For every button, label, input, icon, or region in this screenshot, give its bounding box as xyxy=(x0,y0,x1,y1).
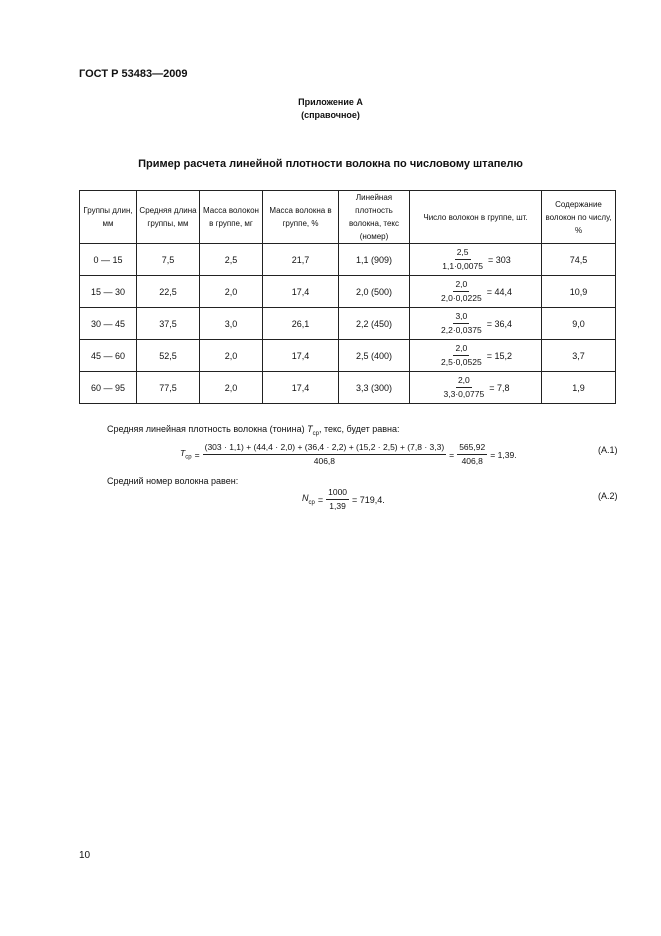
cell-mass-percent: 17,4 xyxy=(263,372,339,404)
cell-avg-length: 7,5 xyxy=(137,244,200,276)
fraction-result: = 44,4 xyxy=(486,286,512,297)
header-cell: Масса волокна в группе, % xyxy=(263,191,339,244)
fraction-numerator: 2,0 xyxy=(453,343,469,356)
formula1-denominator2: 406,8 xyxy=(461,456,483,466)
cell-group: 30 — 45 xyxy=(80,308,137,340)
fraction-numerator: 2,5 xyxy=(455,247,471,260)
cell-group: 0 — 15 xyxy=(80,244,137,276)
fraction-denominator: 1,1·0,0075 xyxy=(442,261,483,271)
cell-mass-percent: 26,1 xyxy=(263,308,339,340)
formula1-numerator2: 565,92 xyxy=(457,442,487,455)
formula1-eq: = xyxy=(194,449,200,460)
table-row xyxy=(80,340,616,372)
header-cell: Средняя длина группы, мм xyxy=(137,191,200,244)
formula1-intro-after: , текс, будет равна: xyxy=(318,424,400,434)
header-cell: Содержание волокон по числу, % xyxy=(542,191,616,244)
cell-mass-percent: 17,4 xyxy=(263,276,339,308)
formula1-intro xyxy=(107,424,400,437)
cell-fiber-count xyxy=(410,308,542,340)
cell-mass: 2,0 xyxy=(200,340,263,372)
cell-density: 3,3 (300) xyxy=(339,372,410,404)
fraction-result: = 7,8 xyxy=(489,382,510,393)
formula2-result: = 719,4. xyxy=(352,494,385,505)
table-row xyxy=(80,276,616,308)
fraction-numerator: 3,0 xyxy=(453,311,469,324)
fraction-denominator: 3,3·0,0775 xyxy=(443,389,485,399)
fraction-denominator: 2,5·0,0525 xyxy=(441,357,482,367)
cell-density: 2,0 (500) xyxy=(339,276,410,308)
formula2-lhs: N xyxy=(302,493,309,504)
cell-group: 60 — 95 xyxy=(80,372,137,404)
cell-mass-percent: 21,7 xyxy=(263,244,339,276)
cell-fiber-count xyxy=(410,276,542,308)
cell-group: 45 — 60 xyxy=(80,340,137,372)
cell-density: 2,5 (400) xyxy=(339,340,410,372)
cell-fiber-count xyxy=(410,244,542,276)
cell-count-percent: 3,7 xyxy=(542,340,616,372)
cell-avg-length: 22,5 xyxy=(137,276,200,308)
table-row xyxy=(80,308,616,340)
table-title: Пример расчета линейной плотности волокна по числовому штапелю xyxy=(138,158,523,170)
table-row xyxy=(80,244,616,276)
formula2-intro: Средний номер волокна равен: xyxy=(107,476,239,486)
formula1-lhs-sub: ср xyxy=(185,454,192,461)
formula1-denominator: 406,8 xyxy=(313,456,336,466)
annex-heading xyxy=(0,96,661,122)
cell-density: 1,1 (909) xyxy=(339,244,410,276)
cell-fiber-count xyxy=(410,372,542,404)
annex-note: (справочное) xyxy=(301,110,360,120)
header-cell: Число волокон в группе, шт. xyxy=(410,191,542,244)
formula-a1 xyxy=(180,442,517,467)
cell-count-percent: 74,5 xyxy=(542,244,616,276)
fraction-result: = 303 xyxy=(487,254,511,265)
header-cell: Группы длин, мм xyxy=(80,191,137,244)
formula2-eq: = xyxy=(317,494,324,505)
formula1-eq2: = xyxy=(449,449,455,460)
cell-mass-percent: 17,4 xyxy=(263,340,339,372)
formula2-denominator: 1,39 xyxy=(329,501,346,511)
page-number: 10 xyxy=(79,850,91,861)
formula-a2 xyxy=(302,487,385,512)
formula1-intro-before: Средняя линейная плотность волокна (тонина) xyxy=(107,424,308,434)
formula1-lhs: T xyxy=(180,448,186,459)
formula1-numerator: (303 · 1,1) + (44,4 · 2,0) + (36,4 · 2,2) + (15,2 · 2,5) + (7,8 · 3,3) xyxy=(203,442,447,455)
cell-count-percent: 10,9 xyxy=(542,276,616,308)
formula2-numerator: 1000 xyxy=(326,487,349,500)
cell-count-percent: 9,0 xyxy=(542,308,616,340)
cell-mass: 2,5 xyxy=(200,244,263,276)
fraction-result: = 36,4 xyxy=(486,318,512,329)
cell-mass: 2,0 xyxy=(200,276,263,308)
cell-avg-length: 37,5 xyxy=(137,308,200,340)
cell-mass: 3,0 xyxy=(200,308,263,340)
formula1-intro-sub: ср xyxy=(312,430,319,437)
fraction-numerator: 2,0 xyxy=(453,279,469,292)
fraction-numerator: 2,0 xyxy=(456,375,472,388)
formula1-intro-symbol: T xyxy=(307,424,313,434)
formula1-result: = 1,39. xyxy=(490,449,517,460)
fraction-denominator: 2,2·0,0375 xyxy=(441,325,482,335)
header-cell: Линейная плотность волокна, текс (номер) xyxy=(339,191,410,244)
formula2-label: (А.2) xyxy=(598,491,618,501)
formula1-label: (А.1) xyxy=(598,445,618,455)
annex-title: Приложение А xyxy=(298,97,363,107)
header-cell: Масса волокон в группе, мг xyxy=(200,191,263,244)
table-header-row xyxy=(80,191,616,244)
cell-avg-length: 52,5 xyxy=(137,340,200,372)
document-code: ГОСТ Р 53483—2009 xyxy=(79,68,188,80)
cell-density: 2,2 (450) xyxy=(339,308,410,340)
cell-avg-length: 77,5 xyxy=(137,372,200,404)
cell-mass: 2,0 xyxy=(200,372,263,404)
formula2-lhs-sub: ср xyxy=(308,499,315,506)
data-table xyxy=(79,190,616,404)
cell-fiber-count xyxy=(410,340,542,372)
fraction-result: = 15,2 xyxy=(486,350,512,361)
fraction-denominator: 2,0·0,0225 xyxy=(441,293,482,303)
cell-count-percent: 1,9 xyxy=(542,372,616,404)
cell-group: 15 — 30 xyxy=(80,276,137,308)
table-row xyxy=(80,372,616,404)
